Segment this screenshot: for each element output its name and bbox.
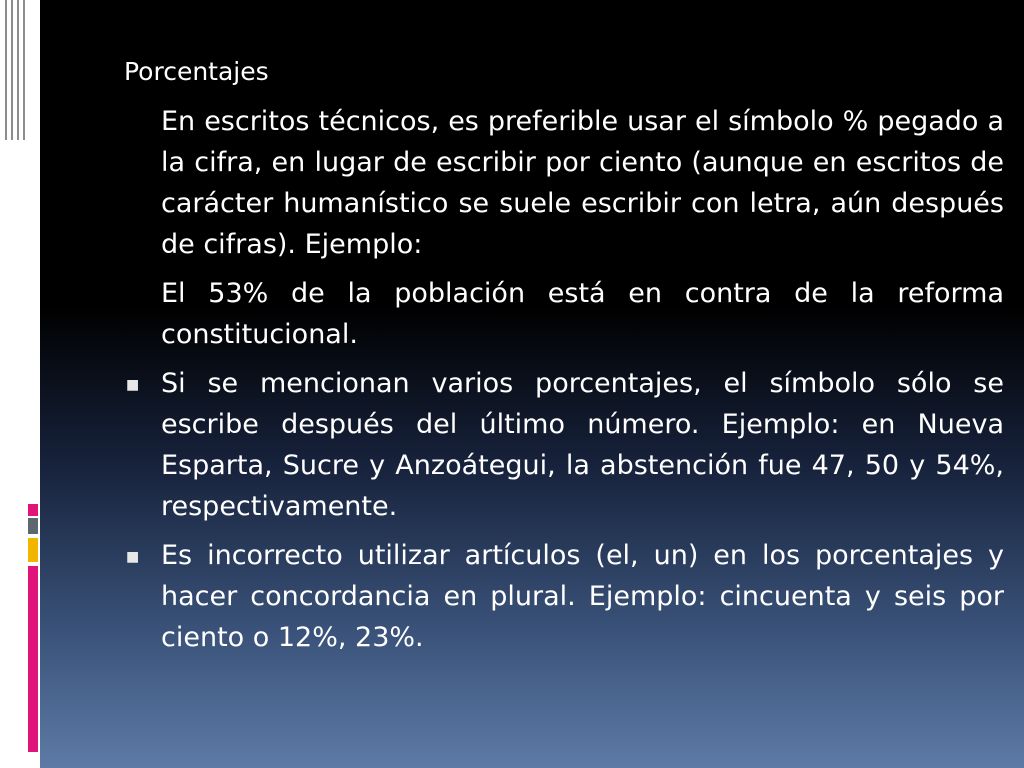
left-decoration-strip: [0, 0, 40, 768]
bullet-item: [126, 363, 1004, 527]
slide-content: [124, 52, 1004, 666]
accent-bar-yellow: [28, 538, 38, 562]
decorative-lines: [0, 0, 28, 140]
slide-background: [40, 0, 1024, 768]
accent-bar-magenta-long: [28, 566, 38, 752]
accent-bar-gray: [28, 518, 38, 534]
square-bullet-icon: ■: [126, 377, 140, 393]
square-bullet-icon: ■: [126, 549, 140, 565]
slide-heading: Porcentajes: [124, 57, 269, 86]
paragraph-symbol-usage: En escritos técnicos, es preferible usar el símbolo % pegado a la cifra, en lugar de escribir por ciento (aunque en escritos de carácter humanístico se suele escribir con letra, aún después de cifras). Ejemplo:: [161, 106, 1004, 260]
bullet-text: Es incorrecto utilizar artículos (el, un) en los porcentajes y hacer concordancia en plural. Ejemplo: cincuenta y seis por ciento o 12%, 23%.: [161, 540, 1004, 653]
bullet-item: [126, 535, 1004, 658]
paragraph-example: El 53% de la población está en contra de la reforma constitucional.: [161, 278, 1004, 350]
accent-bars: [28, 0, 38, 768]
bullet-text: Si se mencionan varios porcentajes, el símbolo sólo se escribe después del último número. Ejemplo: en Nueva Esparta, Sucre y Anzoátegui, la abstención fue 47, 50 y 54%, respectivamente.: [161, 368, 1004, 522]
accent-bar-magenta-small: [28, 504, 38, 516]
accent-bar-top: [28, 0, 38, 28]
